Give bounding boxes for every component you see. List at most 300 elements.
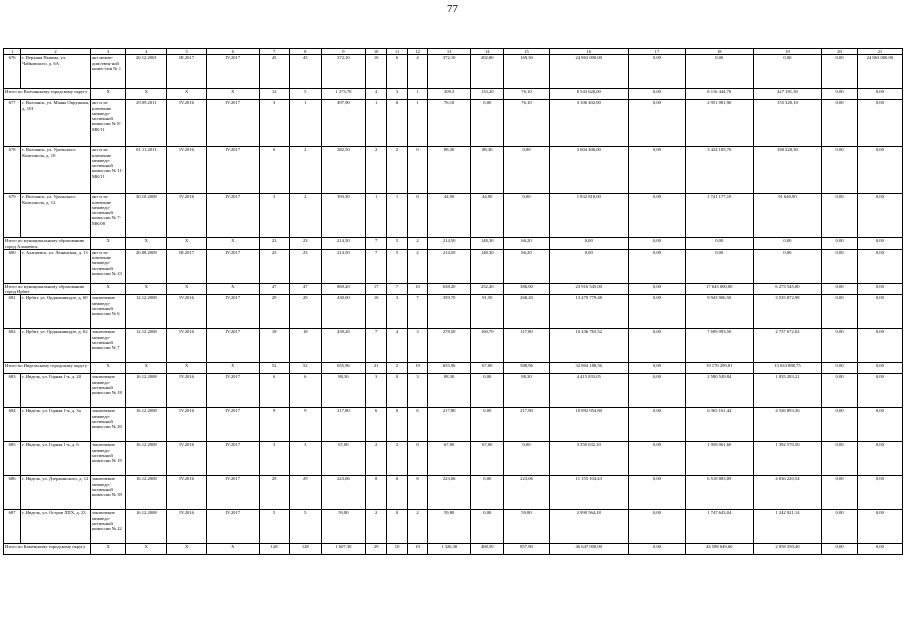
table-cell: 214,50 [321, 249, 365, 283]
table-cell: 0,00 [629, 408, 686, 442]
table-cell: 223,06 [504, 476, 549, 510]
table-cell: 2 [407, 249, 427, 283]
table-cell: 1 741 177,10 [685, 194, 753, 238]
table-cell: 6 [407, 408, 427, 442]
table-cell: 3 [387, 89, 407, 100]
table-cell: 1 [289, 100, 321, 147]
subtotal-row [4, 238, 903, 250]
table-cell: 0,00 [753, 238, 822, 250]
table-cell: 214,50 [321, 238, 365, 250]
table-cell: 0,00 [471, 476, 504, 510]
table-cell: 0,00 [857, 295, 902, 329]
table-cell: 5 [289, 89, 321, 100]
table-cell: Итого по муниципальному образованию город Алапаевск [4, 238, 91, 250]
table-cell: 10 892 054,80 [549, 408, 628, 442]
table-cell: X [90, 544, 125, 555]
table-cell: X [206, 363, 259, 374]
table-cell: 18 [259, 329, 289, 363]
table-cell: 76,10 [504, 100, 549, 147]
table-cell: 46 647 000,00 [549, 544, 628, 555]
table-cell: 3 [259, 100, 289, 147]
column-number-cell: 12 [407, 49, 427, 55]
table-cell: г. Ивдель, ул. Горная 1-я, д. 20 [21, 374, 91, 408]
table-cell: 0,00 [857, 476, 902, 510]
table-cell: 23 [289, 249, 321, 283]
table-cell: 21 [365, 363, 386, 374]
table-cell: 29 [259, 476, 289, 510]
table-cell: 209,3 [428, 89, 471, 100]
table-cell: 6 [259, 147, 289, 194]
table-cell: 372,10 [321, 55, 365, 89]
table-cell: 3 350 632,10 [549, 442, 628, 476]
table-cell: 0,00 [822, 89, 857, 100]
table-cell: X [126, 89, 167, 100]
table-cell: 0,00 [857, 442, 902, 476]
table-cell: 9 943 906,50 [685, 295, 753, 329]
table-cell: IV.2016 [167, 408, 207, 442]
page-number: 77 [447, 3, 458, 15]
table-cell: 252,20 [471, 283, 504, 295]
table-cell: 0,00 [822, 147, 857, 194]
table-cell: 0,00 [685, 55, 753, 89]
table-cell: заключение межведо-мственной комиссии № 6 [90, 295, 125, 329]
table-cell: 19 170 299,81 [685, 363, 753, 374]
table-cell: 47 [289, 283, 321, 295]
table-cell: 7 [365, 329, 386, 363]
table-row [4, 295, 903, 329]
table-cell: 2 951 081,90 [685, 100, 753, 147]
table-cell: 1 958 061,60 [685, 442, 753, 476]
table-cell: 0,00 [685, 238, 753, 250]
table-cell: 17 [365, 283, 386, 295]
table-cell: 0,00 [629, 476, 686, 510]
table-cell: 16.12.2008 [126, 442, 167, 476]
table-cell: заключение межведо-мственной комиссии № 18 [90, 374, 125, 408]
table-row [4, 249, 903, 283]
table-cell: 10 [407, 283, 427, 295]
table-cell: 3 [365, 374, 386, 408]
table-cell: 0,00 [822, 194, 857, 238]
table-cell: 4 636 220,54 [753, 476, 822, 510]
table-cell: 88,30 [471, 147, 504, 194]
table-cell: г. Ивдель, ул. Дзержинского, д. 12 [21, 476, 91, 510]
table-cell: 0,00 [822, 442, 857, 476]
table-cell: 13 633 888,75 [753, 363, 822, 374]
table-cell: 0 [407, 442, 427, 476]
table-cell: 148,30 [471, 249, 504, 283]
table-cell: 214,50 [428, 249, 471, 283]
table-cell: 16.12.2008 [126, 510, 167, 544]
table-cell: 393,30 [321, 194, 365, 238]
table-cell: 59,80 [504, 510, 549, 544]
table-cell: X [126, 544, 167, 555]
table-cell: 468,50 [471, 544, 504, 555]
table-cell: X [90, 283, 125, 295]
table-cell: 88,30 [504, 374, 549, 408]
table-cell: 88,30 [321, 374, 365, 408]
table-cell: 13 479 779,48 [549, 295, 628, 329]
table-cell: 497,90 [321, 100, 365, 147]
table-cell: 6 [365, 408, 386, 442]
table-cell: Итого по муниципальному образованию город Ирбит [4, 283, 91, 295]
table-cell: 1 [365, 100, 386, 147]
table-cell: X [126, 238, 167, 250]
column-number-cell: 11 [387, 49, 407, 55]
table-cell: 2 [387, 363, 407, 374]
table-cell: 59,80 [428, 510, 471, 544]
table-cell: 0,00 [629, 147, 686, 194]
table-cell: 223,06 [321, 476, 365, 510]
table-cell: 3 [259, 194, 289, 238]
table-cell: X [126, 283, 167, 295]
table-cell: 0,00 [629, 295, 686, 329]
table-cell: 0 [407, 194, 427, 238]
table-cell: 4 [365, 89, 386, 100]
table-cell: 682 [4, 329, 21, 363]
table-cell: 67,00 [471, 363, 504, 374]
table-cell: 1 832 818,00 [549, 194, 628, 238]
table-cell: 2 [289, 147, 321, 194]
table-row [4, 329, 903, 363]
table-cell: г. Ирбит, ул. Орджоникидзе, д. 60 [21, 295, 91, 329]
table-cell: 9 [259, 408, 289, 442]
table-cell: IV.2017 [206, 194, 259, 238]
table-cell: X [126, 363, 167, 374]
table-cell: X [167, 89, 207, 100]
table-cell: 1 [407, 89, 427, 100]
table-cell: 359,70 [428, 295, 471, 329]
table-cell: 18 [289, 329, 321, 363]
column-number-cell: 1 [4, 49, 21, 55]
column-number-cell: 21 [857, 49, 902, 55]
table-cell: 1 [387, 194, 407, 238]
table-cell: 180 220,30 [753, 147, 822, 194]
table-cell: 5 [289, 510, 321, 544]
table-cell: 16.12.2008 [126, 408, 167, 442]
table-cell: 01.11.2011 [126, 147, 167, 194]
table-cell: 32 804 188,56 [549, 363, 628, 374]
table-cell: 2 [407, 510, 427, 544]
table-cell: 8 116 444,70 [685, 89, 753, 100]
table-cell: 0,00 [857, 238, 902, 250]
table-cell: 2 [387, 442, 407, 476]
table-cell: 23 [259, 238, 289, 250]
table-cell: 23 [289, 238, 321, 250]
table-cell: 686 [4, 476, 21, 510]
table-cell: 0,00 [471, 408, 504, 442]
table-cell: 680 [4, 249, 21, 283]
table-cell: 148,30 [471, 238, 504, 250]
table-cell: 0,00 [857, 363, 902, 374]
column-number-cell: 17 [629, 49, 686, 55]
table-cell: заключение межведо-мственной комиссии № 39 [90, 476, 125, 510]
table-cell: г. Ивдель, ул. Горная 1-я, д. 3а [21, 408, 91, 442]
table-cell: 59,80 [321, 510, 365, 544]
table-cell: 9 [289, 408, 321, 442]
table-cell: 214,50 [428, 238, 471, 250]
table-cell: 44 588 649,60 [685, 544, 753, 555]
table-cell: 268,20 [504, 295, 549, 329]
table-cell: 0,00 [857, 249, 902, 283]
table-cell: 0,00 [471, 100, 504, 147]
table-cell: 0 [387, 100, 407, 147]
table-cell: 117,80 [504, 329, 549, 363]
table-cell: 0 [387, 408, 407, 442]
table-cell: 0,00 [549, 238, 628, 250]
table-cell: 10 [387, 544, 407, 555]
table-cell: 0,00 [629, 100, 686, 147]
table-cell: 685 [4, 442, 21, 476]
table-cell: 0,00 [822, 363, 857, 374]
table-cell: 3 [289, 442, 321, 476]
table-cell: 19 [407, 363, 427, 374]
table-cell: 0,00 [857, 510, 902, 544]
table-cell: 45 [259, 55, 289, 89]
table-cell: 52 [259, 363, 289, 374]
table-cell: акт и за-ключение межведо-мственной комиссии № 8-МК/11 [90, 100, 125, 147]
table-cell: 23 [259, 249, 289, 283]
table-cell: IV.2017 [206, 249, 259, 283]
table-cell: 29 [289, 476, 321, 510]
table-cell: 29 [365, 544, 386, 555]
table-cell: 12 [259, 89, 289, 100]
table-cell: 0,00 [822, 295, 857, 329]
table-cell: 0,00 [753, 55, 822, 89]
housing-register-table [3, 48, 903, 555]
table-cell: 869,20 [321, 283, 365, 295]
table-cell: 30.10.2008 [126, 194, 167, 238]
table-cell: 0,00 [857, 329, 902, 363]
table-cell: 2 580 549,84 [685, 374, 753, 408]
table-cell: 3 [407, 329, 427, 363]
table-cell: 1 326,30 [428, 544, 471, 555]
table-cell: акт и за-ключение межведо-мственной комиссии № 23 [90, 249, 125, 283]
table-cell: 1 607,30 [321, 544, 365, 555]
table-cell: 0 [387, 476, 407, 510]
table-cell: 3 [259, 442, 289, 476]
table-cell: 169,30 [504, 55, 549, 89]
table-cell: 4 [387, 329, 407, 363]
table-cell: Итого по Ивдельскому городскому округу [4, 363, 91, 374]
table-cell: 155 320,10 [753, 100, 822, 147]
table-cell: 128 [259, 544, 289, 555]
table-cell: 0,00 [822, 100, 857, 147]
table-cell: 678 [4, 147, 21, 194]
table-cell: 7 [365, 249, 386, 283]
subtotal-row [4, 544, 903, 555]
table-cell: г. Алапаевск, ул. Ленинская, д. 13 [21, 249, 91, 283]
table-cell: 0,00 [822, 476, 857, 510]
column-number-cell: 7 [259, 49, 289, 55]
table-cell: 2 [365, 442, 386, 476]
table-cell: IV.2016 [167, 194, 207, 238]
table-cell: акт межве-домствен-ной комис-сии № 1 [90, 55, 125, 89]
table-cell: 44,90 [428, 194, 471, 238]
table-cell: 0,00 [857, 100, 902, 147]
table-cell: 0,00 [822, 374, 857, 408]
table-cell: 0,00 [629, 363, 686, 374]
column-number-cell: 2 [21, 49, 91, 55]
table-cell: заключение межведо-мственной комиссии № 7 [90, 329, 125, 363]
table-cell: 1 273,70 [321, 89, 365, 100]
table-cell: 588,96 [504, 363, 549, 374]
table-cell: 0,00 [857, 283, 902, 295]
table-cell: X [90, 363, 125, 374]
table-cell: 0,00 [629, 329, 686, 363]
table-cell: 29 [259, 295, 289, 329]
table-cell: 0,00 [629, 510, 686, 544]
table-row [4, 374, 903, 408]
table-cell: X [206, 283, 259, 295]
table-body [4, 49, 903, 555]
table-cell: 66,20 [504, 238, 549, 250]
table-cell: 0,00 [753, 249, 822, 283]
table-cell: 91 640,90 [753, 194, 822, 238]
table-cell: 0,00 [549, 249, 628, 283]
table-cell: Итого по Каменскому городскому округу [4, 544, 91, 555]
table-cell: 23 916 545,00 [549, 283, 628, 295]
table-cell: 681 [4, 295, 21, 329]
table-cell: 20.08.2009 [126, 249, 167, 283]
table-cell: 1 747 643,04 [685, 510, 753, 544]
table-cell: 52 [289, 363, 321, 374]
table-cell: 655,96 [428, 363, 471, 374]
table-cell: заключение межведо-мственной комиссии № 22 [90, 510, 125, 544]
subtotal-row [4, 363, 903, 374]
column-number-cell: 19 [753, 49, 822, 55]
table-cell: 0,00 [629, 283, 686, 295]
table-cell: 430,00 [321, 295, 365, 329]
table-cell: 0,00 [629, 249, 686, 283]
table-cell: 6 518 883,89 [685, 476, 753, 510]
table-cell: 217,80 [504, 408, 549, 442]
table-cell: 0,00 [822, 408, 857, 442]
table-row [4, 442, 903, 476]
table-cell: X [206, 89, 259, 100]
table-cell: IV.2017 [206, 510, 259, 544]
table-cell: 0,00 [629, 374, 686, 408]
table-cell: 0,00 [629, 238, 686, 250]
table-cell: 24 863 000,00 [549, 55, 628, 89]
table-cell: 857,80 [504, 544, 549, 555]
table-cell: 202,80 [471, 55, 504, 89]
table-cell: 0,00 [629, 442, 686, 476]
table-cell: 29.09.2011 [126, 100, 167, 147]
table-cell: 382,50 [321, 147, 365, 194]
table-cell: 2 990 564,18 [549, 510, 628, 544]
table-cell: 3 424 185,70 [685, 147, 753, 194]
table-cell: IV.2017 [206, 408, 259, 442]
table-cell: г. Верхняя Пышма, ул. Чайковского, д. 6А [21, 55, 91, 89]
column-number-cell: 15 [504, 49, 549, 55]
table-cell: 0,00 [857, 89, 902, 100]
table-cell: IV.2017 [206, 100, 259, 147]
table-cell: 88,30 [428, 374, 471, 408]
table-cell: акт и за-ключение межведо-мственной комиссии № 7-МК/08 [90, 194, 125, 238]
table-cell: г. Волчанск, ул. Маяна Опрушная, д. 101 [21, 100, 91, 147]
table-cell: 0 [407, 147, 427, 194]
table-row [4, 147, 903, 194]
table-cell: 223,06 [428, 476, 471, 510]
table-cell: 0 [387, 510, 407, 544]
column-number-cell: 9 [321, 49, 365, 55]
table-cell: 0,00 [822, 329, 857, 363]
table-cell: 11 155 104,43 [549, 476, 628, 510]
table-cell: 88,30 [428, 147, 471, 194]
table-cell: 16.12.2008 [126, 374, 167, 408]
table-cell: 1 [365, 194, 386, 238]
table-cell: 3 604 406,00 [549, 147, 628, 194]
table-cell: 217,80 [428, 408, 471, 442]
table-cell: 0,00 [822, 238, 857, 250]
table-cell: 683 [4, 374, 21, 408]
table-cell: 278,50 [428, 329, 471, 363]
table-cell: заключение межведо-мственной комиссии № 19 [90, 442, 125, 476]
table-cell: X [167, 544, 207, 555]
table-cell: 3 106 402,00 [549, 100, 628, 147]
table-cell: 6 [259, 374, 289, 408]
table-cell: 67,00 [471, 442, 504, 476]
table-cell: 2 [365, 510, 386, 544]
table-cell: 0,00 [504, 442, 549, 476]
table-row [4, 408, 903, 442]
table-cell: 8 [365, 476, 386, 510]
table-cell: 7 699 093,50 [685, 329, 753, 363]
table-cell: 0,00 [822, 55, 857, 89]
table-cell: акт и за-ключение межведо-мственной комиссии № 11-МК/11 [90, 147, 125, 194]
table-cell: 8 [407, 476, 427, 510]
table-cell: г. Волчанск, ул. Уральского Комсомола, д. 10 [21, 147, 91, 194]
column-number-cell: 6 [206, 49, 259, 55]
table-cell: 6 365 161,44 [685, 408, 753, 442]
table-cell: 47 [259, 283, 289, 295]
table-cell: 67,00 [428, 442, 471, 476]
table-cell: IV.2016 [167, 100, 207, 147]
table-cell: 638,20 [428, 283, 471, 295]
table-cell: 4 [407, 55, 427, 89]
table-cell: 20.12.2001 [126, 55, 167, 89]
table-cell: 128 [289, 544, 321, 555]
table-cell: 19 [407, 544, 427, 555]
table-cell: 0,00 [629, 544, 686, 555]
column-number-cell: 18 [685, 49, 753, 55]
table-cell: IV.2016 [167, 442, 207, 476]
column-number-cell: 13 [428, 49, 471, 55]
table-cell: X [167, 238, 207, 250]
table-cell: 0,00 [629, 194, 686, 238]
table-cell: 684 [4, 408, 21, 442]
table-cell: 679 [4, 194, 21, 238]
table-cell: IV.2017 [206, 295, 259, 329]
table-cell: 0,00 [822, 283, 857, 295]
table-cell: 12.12.2008 [126, 295, 167, 329]
table-cell: X [90, 89, 125, 100]
table-cell: 6 [387, 55, 407, 89]
subtotal-row [4, 283, 903, 295]
table-cell: IV.2016 [167, 329, 207, 363]
table-cell: IV.2016 [167, 374, 207, 408]
table-row [4, 100, 903, 147]
table-row [4, 476, 903, 510]
table-cell: 10 [365, 295, 386, 329]
table-cell: 7 [387, 283, 407, 295]
table-cell: 6 273 545,00 [753, 283, 822, 295]
column-number-cell: 4 [126, 49, 167, 55]
table-cell: 2 058 350,40 [753, 544, 822, 555]
table-cell: IV.2017 [206, 55, 259, 89]
table-cell: 76,10 [428, 100, 471, 147]
table-cell: г. Ивдель, ул. Горная 1-я, д. 6 [21, 442, 91, 476]
